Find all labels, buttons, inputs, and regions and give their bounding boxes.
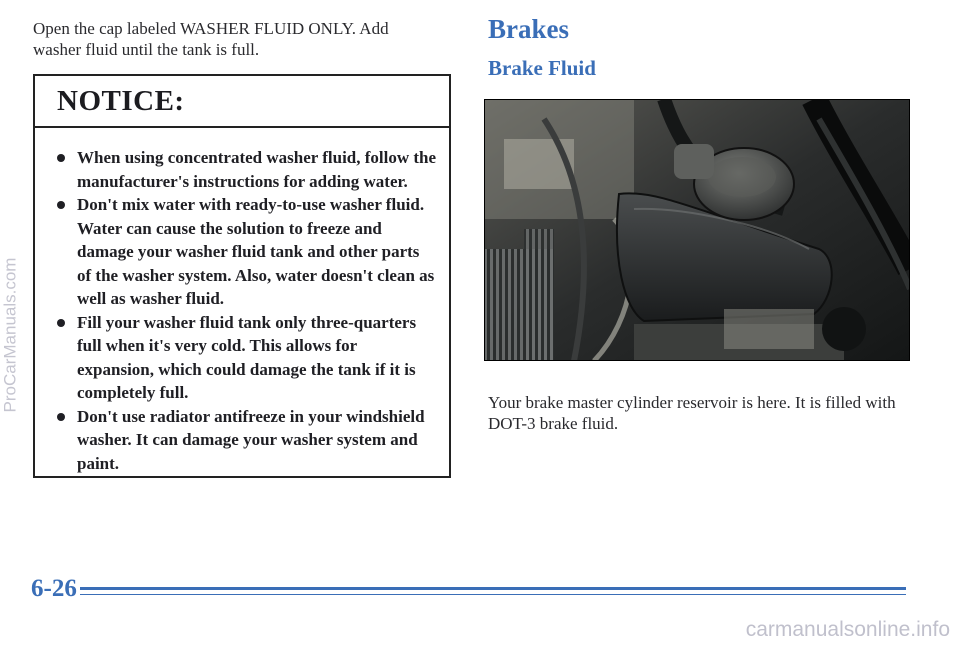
bullet-icon [57, 154, 65, 162]
side-watermark-text: ProCarManuals.com [0, 257, 20, 413]
section-heading: Brakes [488, 14, 569, 44]
notice-item [57, 405, 437, 476]
brake-reservoir-photo [484, 99, 910, 361]
notice-header [35, 76, 449, 128]
footer-rule [80, 587, 906, 590]
notice-item [57, 193, 437, 311]
notice-item-text: Fill your washer fluid tank only three-quarters full when it's very cold. This allows for expansion, which could damage the tank if it is completely full. [77, 312, 417, 402]
notice-item-text: Don't mix water with ready-to-use washer fluid. Water can cause the solution to freeze and damage your washer fluid tank and other parts of the washer system. Also, water doesn't clean as well as washer fluid. [77, 195, 435, 308]
footer-rule-thin [80, 594, 906, 595]
notice-item-text: When using concentrated washer fluid, follow the manufacturer's instructions for adding water. [77, 148, 437, 191]
notice-item [57, 146, 437, 193]
notice-item-text: Don't use radiator antifreeze in your windshield washer. It can damage your washer system and paint. [77, 406, 425, 473]
notice-title: NOTICE: [57, 84, 185, 117]
side-watermark [0, 100, 20, 570]
bullet-icon [57, 201, 65, 209]
bullet-icon [57, 413, 65, 421]
bullet-icon [57, 319, 65, 327]
photo-caption: Your brake master cylinder reservoir is here. It is filled with DOT-3 brake fluid. [488, 393, 896, 433]
intro-paragraph: Open the cap labeled WASHER FLUID ONLY. Add washer fluid until the tank is full. [33, 19, 389, 59]
notice-list [35, 128, 449, 475]
notice-item [57, 311, 437, 405]
page-number: 6-26 [31, 575, 77, 602]
subsection-heading: Brake Fluid [488, 56, 596, 80]
notice-box [33, 74, 451, 478]
engine-bay-illustration [484, 99, 910, 361]
footer-watermark: carmanualsonline.info [745, 618, 950, 641]
